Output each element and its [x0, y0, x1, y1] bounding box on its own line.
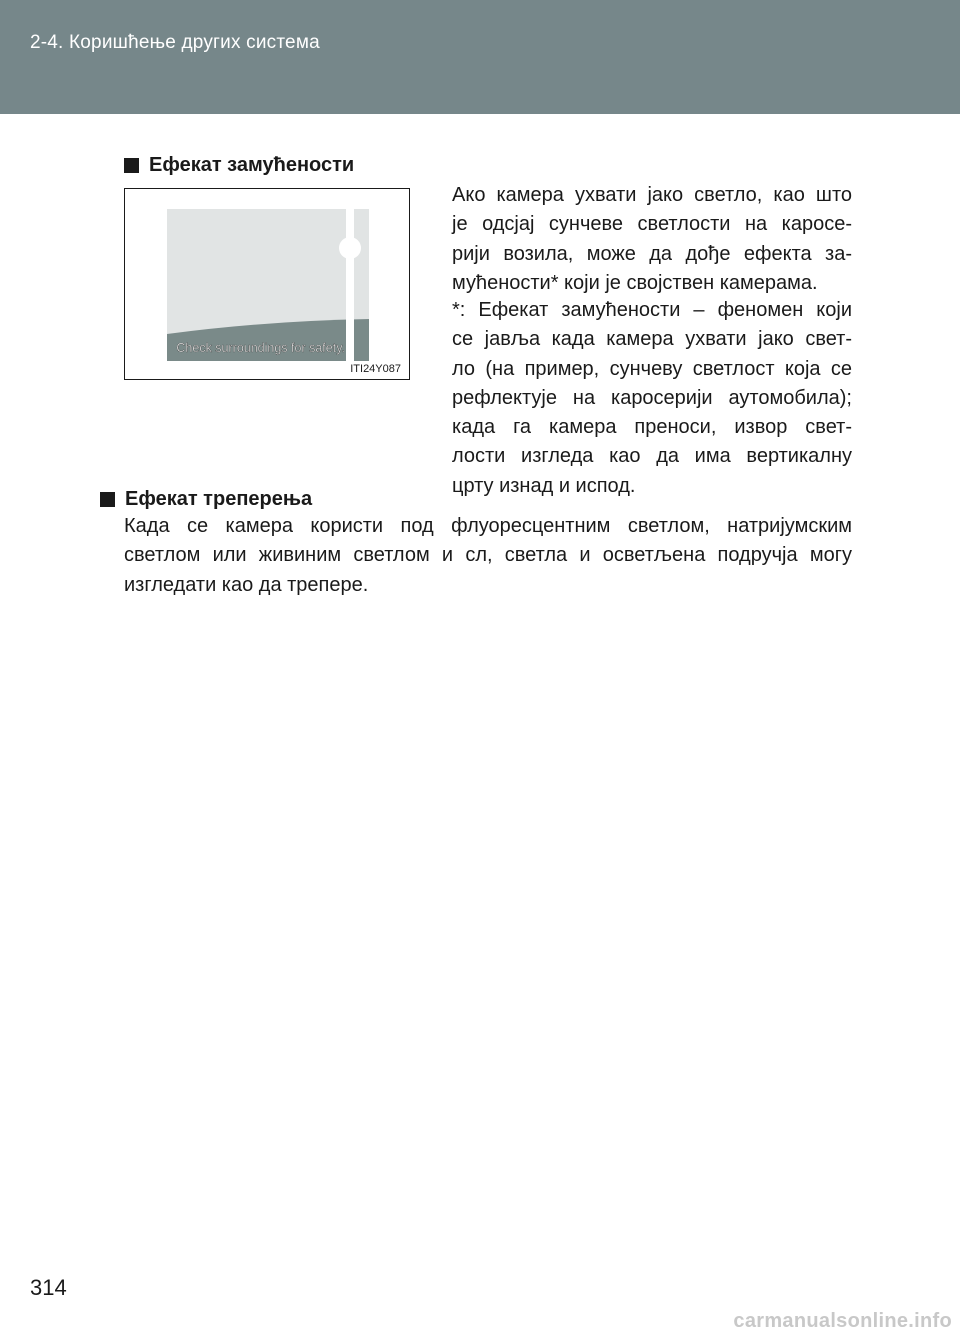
- text-line: светлом или живиним светлом и сл, светла и осветљена подручја могу: [124, 544, 852, 567]
- text-line: се јавља када камера ухвати јако свет-: [452, 328, 852, 351]
- text-line: црту изнад и испод.: [452, 474, 636, 497]
- section-heading-flicker: [100, 488, 312, 511]
- text-line: рији возила, може да дође ефекта за-: [452, 242, 852, 265]
- light-source: [339, 237, 361, 259]
- chapter-title: 2-4. Коришћење других система: [30, 32, 320, 53]
- text-line: рефлектује на каросерији аутомобила);: [452, 386, 852, 409]
- text-line: мућености* који је својствен камерама.: [452, 271, 818, 294]
- text-line: лости изгледа као да има вертикалну: [452, 445, 852, 468]
- light-smear-streak: [346, 209, 354, 361]
- text-line: када га камера преноси, извор свет-: [452, 416, 852, 439]
- chapter-header: [0, 0, 960, 114]
- text-line: је одсјај сунчеве светлости на каросе-: [452, 213, 852, 236]
- square-bullet-icon: [100, 492, 115, 507]
- text-line: изгледати као да трепере.: [124, 573, 369, 596]
- section-heading-smear: [124, 154, 354, 177]
- section-heading-flicker-text: Ефекат треперења: [125, 488, 313, 510]
- text-line: ло (на пример, сунчеву светлост која се: [452, 357, 852, 380]
- page-number: 314: [30, 1275, 67, 1300]
- text-line: Ако камера ухвати јако светло, као што: [452, 184, 852, 206]
- text-line: *: Ефекат замућености – феномен који: [452, 299, 852, 321]
- square-bullet-icon: [124, 158, 139, 173]
- section-heading-smear-text: Ефекат замућености: [149, 154, 355, 176]
- text-line: Када се камера користи под флуоресцентним светлом, натријумским: [124, 515, 852, 537]
- smear-footnote: [452, 296, 852, 501]
- figure-id: ITI24Y087: [350, 363, 401, 375]
- camera-smear-illustration: [124, 188, 410, 380]
- screen-message: Check surroundings for safety.: [176, 341, 345, 355]
- watermark: carmanualsonline.info: [733, 1310, 952, 1332]
- flicker-description: [124, 512, 852, 600]
- smear-screen-drawing: [125, 189, 411, 381]
- smear-description: [452, 181, 852, 298]
